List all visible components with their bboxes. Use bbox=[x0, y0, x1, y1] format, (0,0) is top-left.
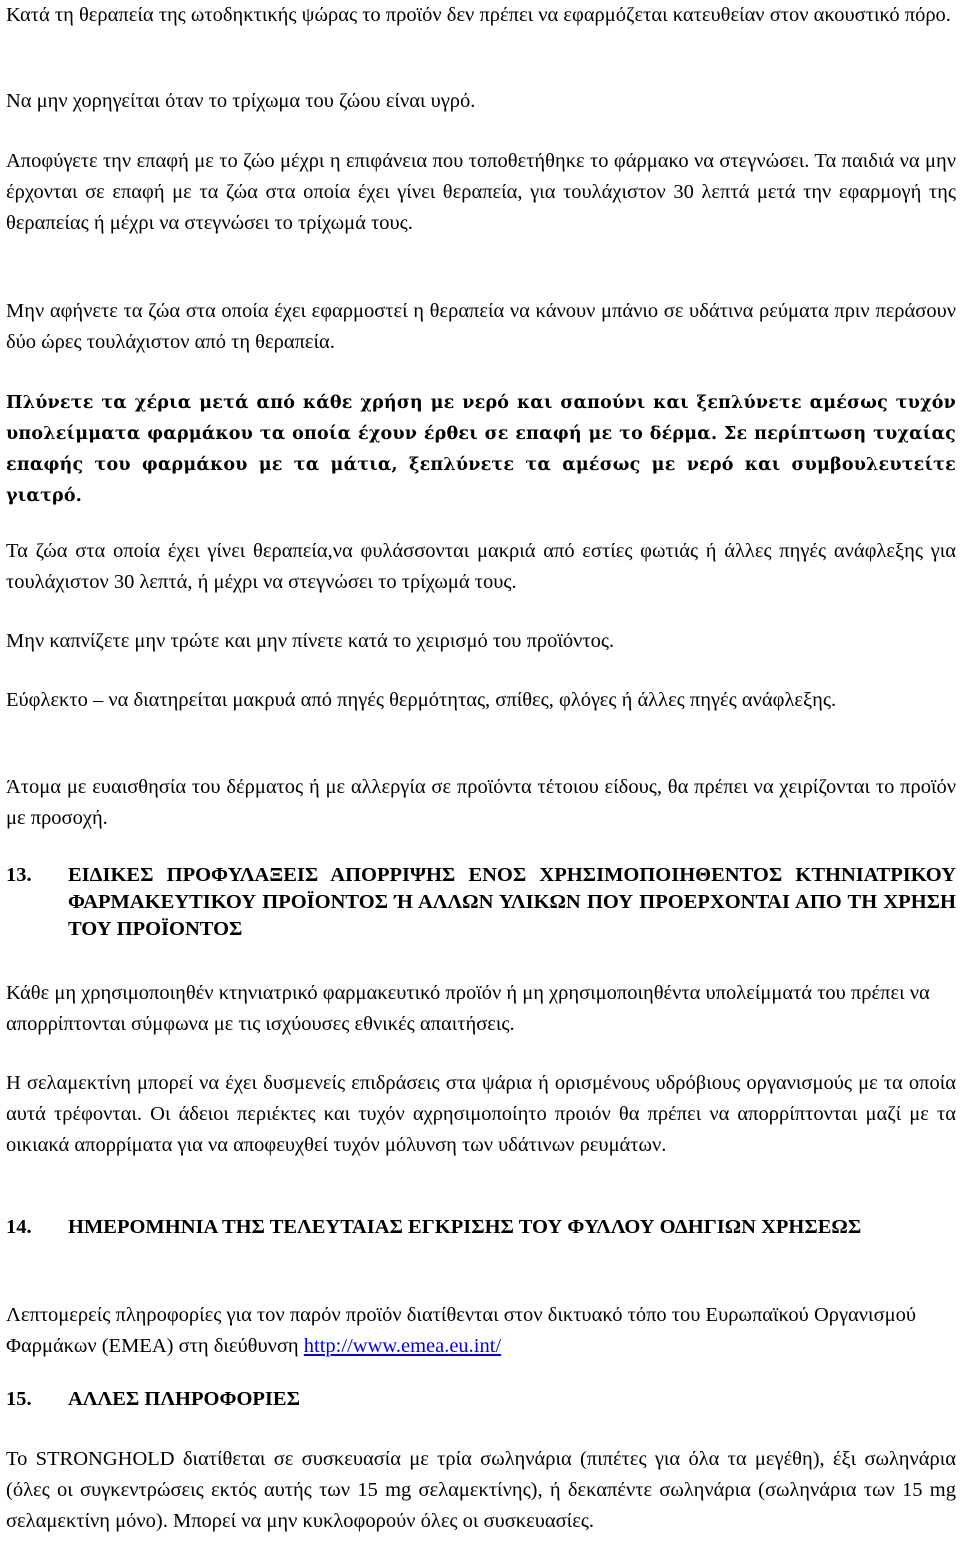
paragraph-wash-hands-warning: Πλύνετε τα χέρια μετά από κάθε χρήση με νερό και σαπούνι και ξεπλύνετε αμέσως τυχόν υπολείμματα φαρμάκου τα οποία έχουν έρθει σε επαφή με το δέρμα. Σε περίπτωση τυχαίας επαφής του φαρμάκου με τα μάτια, ξεπλύνετε τα αμέσως με νερό και συμβουλευτείτε γιατρό. bbox=[6, 393, 956, 506]
paragraph-no-smoking: Μην καπνίζετε μην τρώτε και μην πίνετε κατά το χειρισμό του προϊόντος. bbox=[6, 630, 615, 652]
section-15-heading bbox=[6, 1386, 956, 1413]
section-15-paragraph-packaging: Το STRONGHOLD διατίθεται σε συσκευασία με τρία σωληνάρια (πιπέτες για όλα τα μεγέθη), έξι σωληνάρια (όλες οι συγκεντρώσεις εκτός αυτής των 15 mg σελαμεκτίνης), ή δεκαπέντε σωληνάρια (σωληνάρια των 15 mg σελαμεκτίνη μόνο). Μπορεί να μην κυκλοφορούν όλες οι συσκευασίες. bbox=[6, 1448, 956, 1532]
section-14-text: Λεπτομερείς πληροφορίες για τον παρόν προϊόν διατίθενται στον δικτυακό τόπο του Ευρωπαϊκού Οργανισμού Φαρμάκων (EMEA) στη διεύθυνση bbox=[6, 1304, 917, 1357]
emea-link[interactable]: http://www.emea.eu.int/ bbox=[303, 1335, 502, 1357]
paragraph-bathing-warning: Μην αφήνετε τα ζώα στα οποία έχει εφαρμοστεί η θεραπεία να κάνουν μπάνιο σε υδάτινα ρεύματα πριν περάσουν δύο ώρες τουλάχιστον από τη θεραπεία. bbox=[6, 300, 956, 353]
section-15-number: 15. bbox=[6, 1388, 32, 1410]
paragraph-contact-warning: Αποφύγετε την επαφή με το ζώο μέχρι η επιφάνεια που τοποθετήθηκε το φάρμακο να στεγνώσει. Τα παιδιά να μην έρχονται σε επαφή με τα ζώα στα οποία έχει γίνει θεραπεία, για τουλάχιστον 30 λεπτά μετά την εφαρμογή της θεραπείας ή μέχρι να στεγνώσει το τρίχωμά τους. bbox=[6, 150, 956, 234]
section-13-paragraph-environment: Η σελαμεκτίνη μπορεί να έχει δυσμενείς επιδράσεις στα ψάρια ή ορισμένους υδρόβιους οργανισμούς με τα οποία αυτά τρέφονται. Οι άδειοι περιέκτες και τυχόν αχρησιμοποίητο προιόν θα πρέπει να απορρίπτονται μαζί με τα οικιακά απορρίματα για να αποφευχθεί τυχόν μόλυνση των υδάτινων ρευμάτων. bbox=[6, 1072, 956, 1156]
paragraph-sensitivity: Άτομα με ευαισθησία του δέρματος ή με αλλεργία σε προϊόντα τέτοιου είδους, θα πρέπει να χειρίζονται το προϊόν με προσοχή. bbox=[6, 776, 956, 829]
section-13-paragraph-disposal: Κάθε μη χρησιμοποιηθέν κτηνιατρικό φαρμακευτικό προϊόν ή μη χρησιμοποιηθέντα υπολείμματά του πρέπει να απορρίπτονται σύμφωνα με τις ισχύουσες εθνικές απαιτήσεις. bbox=[6, 982, 930, 1035]
section-13-number: 13. bbox=[6, 864, 32, 886]
section-14-title: ΗΜΕΡΟΜΗΝΙΑ ΤΗΣ ΤΕΛΕΥΤΑΙΑΣ ΕΓΚΡΙΣΗΣ ΤΟΥ ΦΥΛΛΟΥ ΟΔΗΓΙΩΝ ΧΡΗΣΕΩΣ bbox=[68, 1216, 862, 1238]
paragraph-flammable: Εύφλεκτο – να διατηρείται μακρυά από πηγές θερμότητας, σπίθες, φλόγες ή άλλες πηγές ανάφλεξης. bbox=[6, 689, 837, 711]
section-15-title: ΑΛΛΕΣ ΠΛΗΡΟΦΟΡΙΕΣ bbox=[68, 1388, 300, 1410]
section-13-title: ΕΙΔΙΚΕΣ ΠΡΟΦΥΛΑΞΕΙΣ ΑΠΟΡΡΙΨΗΣ ΕΝΟΣ ΧΡΗΣΙΜΟΠΟΙΗΘΕΝΤΟΣ ΚΤΗΝΙΑΤΡΙΚΟΥ ΦΑΡΜΑΚΕΥΤΙΚΟΥ ΠΡΟΪΟΝΤΟΣ Ή ΑΛΛΩΝ ΥΛΙΚΩΝ ΠΟΥ ΠΡΟΕΡΧΟΝΤΑΙ ΑΠΟ ΤΗ ΧΡΗΣΗ ΤΟΥ ΠΡΟΪΟΝΤΟΣ bbox=[68, 864, 956, 940]
paragraph-ear-mite-warning: Κατά τη θεραπεία της ωτοδηκτικής ψώρας το προϊόν δεν πρέπει να εφαρμόζεται κατευθείαν στον ακουστικό πόρο. bbox=[6, 4, 951, 26]
section-14-heading bbox=[6, 1214, 956, 1241]
section-14-paragraph bbox=[6, 1300, 956, 1362]
paragraph-fire-warning: Τα ζώα στα οποία έχει γίνει θεραπεία,να φυλάσσονται μακριά από εστίες φωτιάς ή άλλες πηγές ανάφλεξης για τουλάχιστον 30 λεπτά, ή μέχρι να στεγνώσει το τρίχωμά τους. bbox=[6, 540, 956, 593]
section-14-number: 14. bbox=[6, 1216, 32, 1238]
section-13-heading bbox=[6, 862, 956, 943]
paragraph-wet-coat-warning: Να μην χορηγείται όταν το τρίχωμα του ζώου είναι υγρό. bbox=[6, 90, 476, 112]
